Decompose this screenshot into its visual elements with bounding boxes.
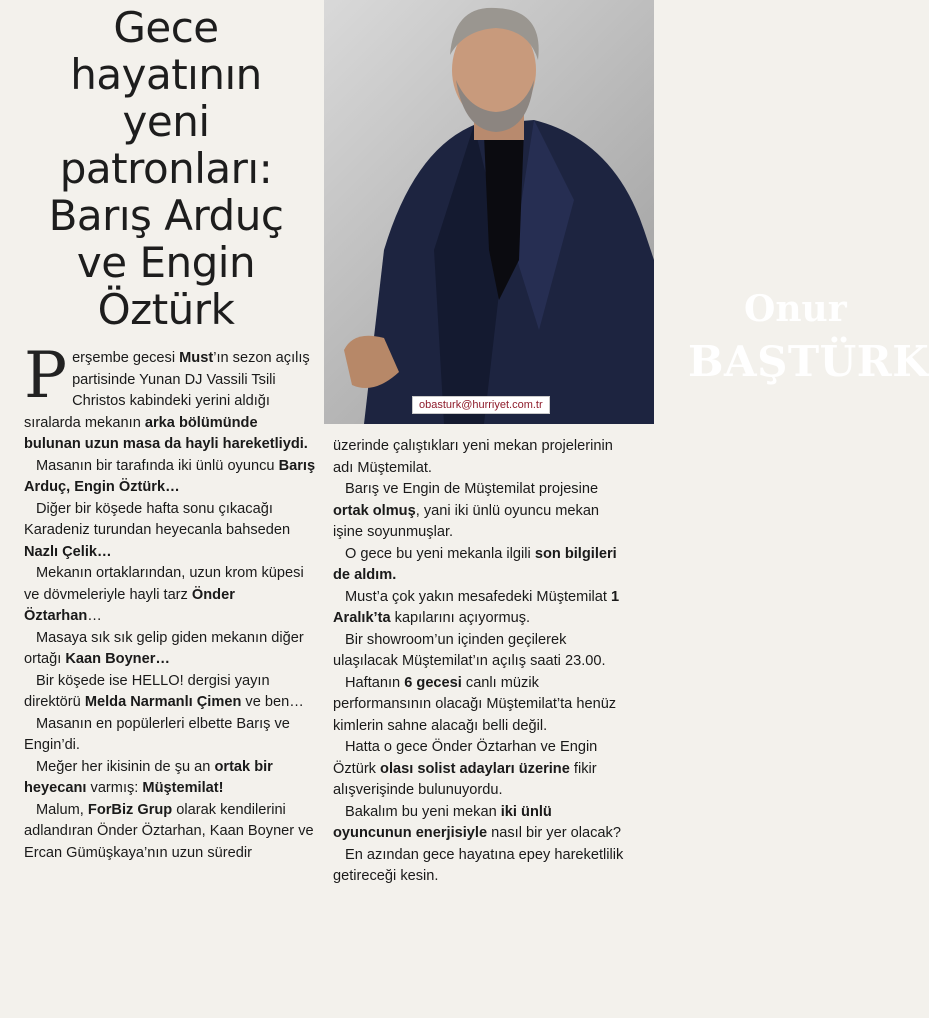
bold-text: olası solist adayları üzerine — [380, 760, 570, 777]
paragraph — [24, 628, 316, 671]
paragraph — [333, 802, 633, 845]
paragraph — [24, 800, 316, 865]
article-column-1 — [24, 339, 316, 864]
headline-line: ve Engin — [76, 238, 256, 287]
text-span: Masanın bir tarafında iki ünlü oyuncu — [36, 457, 279, 474]
paragraph — [333, 587, 633, 630]
paragraph — [24, 456, 316, 499]
dropcap-letter: P — [24, 339, 68, 413]
author-first-name: Onur — [744, 288, 847, 330]
text-span: nasıl bir yer olacak? — [487, 825, 621, 841]
author-last-name: BAŞTÜRK — [688, 337, 929, 386]
bold-text: ForBiz Grup — [87, 801, 173, 818]
text-span: ’ın sezon açılış partisinde Yunan DJ Vassili Tsili Christos kabindeki yerini aldığı sıralarda mekanın — [24, 350, 310, 431]
text-span: fikir alışverişinde bulunuyordu. — [333, 760, 597, 798]
bold-text: 1 Aralık’ta — [333, 588, 620, 626]
text-span: erşembe gecesi — [72, 350, 180, 366]
bold-text: Müştemilat! — [142, 780, 224, 796]
text-span: Bir köşede ise HELLO! dergisi yayın direktörü — [24, 672, 270, 710]
paragraph — [333, 544, 633, 587]
paragraph — [333, 479, 633, 544]
paragraph: Bir showroom’un içinden geçilerek ulaşılacak Müştemilat’ın açılış saati 23.00. — [333, 631, 606, 669]
paragraph — [24, 339, 316, 456]
paragraph: En azından gece hayatına epey hareketlilik getireceği kesin. — [333, 846, 624, 884]
bold-text: Nazlı Çelik… — [24, 543, 112, 560]
text-span: varmış: — [86, 780, 143, 796]
text-span: Malum, — [36, 801, 88, 818]
headline-line: Gece — [113, 3, 219, 52]
text-span: O gece bu yeni mekanla ilgili — [345, 545, 535, 562]
headline-line: yeni — [122, 97, 210, 146]
paragraph — [24, 563, 316, 628]
paragraph — [24, 671, 316, 714]
headline-line: hayatının — [70, 50, 262, 99]
text-span: Diğer bir köşede hafta sonu çıkacağı Karadeniz turundan heyecanla bahseden — [24, 500, 291, 538]
text-span: Barış ve Engin de Müştemilat projesine — [345, 481, 599, 497]
headline-line: Öztürk — [97, 285, 235, 334]
paragraph: üzerinde çalıştıkları yeni mekan projelerinin adı Müştemilat. — [333, 438, 613, 476]
headline — [14, 4, 318, 333]
bold-text: Kaan Boyner… — [65, 651, 170, 667]
text-span: Mekanın ortaklarından, uzun krom küpesi ve dövmeleriyle hayli tarz — [24, 565, 304, 603]
text-span: Hatta o gece Önder Öztarhan ve Engin Öztürk — [333, 739, 598, 777]
text-span: ve ben… — [241, 694, 304, 710]
bold-text: iki ünlü oyuncunun enerjisiyle — [333, 803, 552, 841]
text-span: olarak kendilerini adlandıran Önder Öztarhan, Kaan Boyner ve Ercan Gümüşkaya’nın uzun süredir — [24, 801, 314, 861]
paragraph — [24, 499, 316, 564]
bold-text: ortak olmuş — [333, 502, 416, 519]
text-span: … — [87, 608, 102, 624]
paragraph — [333, 737, 633, 802]
text-span: kapılarını açıyormuş. — [390, 610, 531, 626]
bold-text: Must — [179, 350, 214, 366]
bold-text: Barış Arduç, Engin Öztürk… — [24, 457, 316, 495]
text-span: Haftanın — [345, 674, 405, 691]
author-email[interactable]: obasturk@hurriyet.com.tr — [412, 396, 550, 414]
author-portrait-photo — [324, 0, 929, 424]
bold-text: arka bölümünde bulunan uzun masa da hayli hareketliydi. — [24, 414, 308, 452]
bold-text: ortak bir heyecanı — [24, 758, 273, 796]
headline-line: Barış Arduç — [48, 191, 284, 240]
text-span: Meğer her ikisinin de şu an — [36, 758, 215, 775]
bold-text: 6 gecesi — [404, 674, 462, 691]
paragraph: Masanın en popülerleri elbette Barış ve Engin’di. — [24, 715, 290, 753]
paragraph — [24, 757, 316, 800]
text-span: canlı müzik performansının olacağı Müştemilat’ta henüz kimlerin sahne alacağı belli değil. — [333, 674, 617, 734]
bold-text: Önder Öztarhan — [24, 586, 235, 624]
text-span: Must’a çok yakın mesafedeki Müştemilat — [345, 588, 612, 605]
bold-text: Melda Narmanlı Çimen — [84, 694, 242, 710]
text-span: Masaya sık sık gelip giden mekanın diğer ortağı — [24, 629, 304, 667]
portrait-illustration — [324, 0, 654, 424]
bold-text: son bilgileri de aldım. — [333, 545, 617, 583]
text-span: , yani iki ünlü oyuncu mekan işine soyunmuşlar. — [333, 502, 600, 540]
text-span: Bakalım bu yeni mekan — [345, 803, 501, 820]
headline-line: patronları: — [59, 144, 273, 193]
paragraph — [333, 673, 633, 738]
article-column-2 — [333, 436, 633, 888]
